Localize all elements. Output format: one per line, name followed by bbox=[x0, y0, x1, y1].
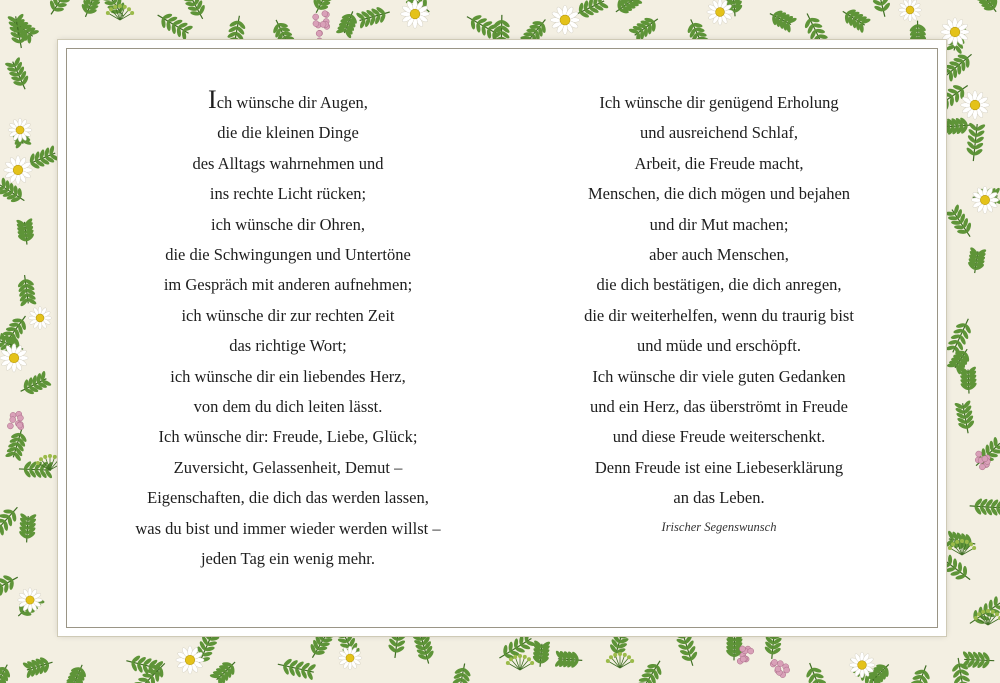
leaf-sprig bbox=[967, 246, 987, 273]
drop-cap-initial: I bbox=[208, 85, 217, 114]
poem-line: und ein Herz, das überströmt in Freude bbox=[590, 397, 848, 417]
leaf-sprig bbox=[636, 661, 663, 683]
leaf-sprig bbox=[336, 11, 359, 39]
poem-line: und ausreichend Schlaf, bbox=[639, 123, 799, 143]
poem-line: das richtige Wort; bbox=[229, 336, 347, 356]
poem-line: Arbeit, die Freude macht, bbox=[634, 153, 804, 173]
poem-card bbox=[58, 40, 946, 636]
poem-line: und müde und erschöpft. bbox=[636, 336, 802, 356]
poem-line: Zuversicht, Gelassenheit, Demut – bbox=[173, 457, 403, 477]
chamomile-flower bbox=[961, 91, 990, 120]
leaf-sprig bbox=[0, 665, 11, 683]
poem-line: im Gespräch mit anderen aufnehmen; bbox=[163, 275, 413, 295]
leaf-sprig bbox=[278, 658, 317, 681]
poem-line: ins rechte Licht rücken; bbox=[209, 184, 367, 204]
left-poem-column bbox=[118, 85, 458, 575]
poem-line: ich wünsche dir ein liebendes Herz, bbox=[170, 366, 406, 386]
leaf-sprig bbox=[970, 497, 1000, 516]
leaf-sprig bbox=[945, 319, 972, 357]
leaf-sprig bbox=[15, 217, 35, 244]
poem-line: an das Leben. bbox=[673, 488, 765, 508]
leaf-sprig bbox=[26, 145, 60, 170]
poem-first-line-rest: ch wünsche dir Augen, bbox=[216, 93, 368, 112]
chamomile-flower bbox=[898, 0, 921, 22]
leaf-sprig bbox=[80, 0, 103, 17]
leaf-sprig bbox=[805, 663, 831, 683]
thyme-blossom bbox=[7, 411, 23, 430]
leaf-sprig bbox=[17, 275, 37, 307]
chamomile-flower bbox=[4, 156, 33, 185]
leaf-sprig bbox=[158, 13, 194, 41]
poem-line: Menschen, die dich mögen und bejahen bbox=[587, 184, 851, 204]
leaf-sprig bbox=[951, 658, 973, 683]
chamomile-flower bbox=[550, 5, 580, 35]
leaf-sprig bbox=[616, 0, 643, 14]
leaf-sprig bbox=[22, 656, 53, 679]
leaf-sprig bbox=[628, 17, 657, 43]
umbel-flower bbox=[606, 652, 634, 668]
leaf-sprig bbox=[64, 665, 87, 683]
poem-line: aber auch Menschen, bbox=[649, 245, 789, 265]
thyme-blossom bbox=[313, 11, 330, 30]
leaf-sprig bbox=[868, 0, 891, 17]
leaf-sprig bbox=[941, 117, 971, 136]
poem-line: die die Schwingungen und Untertöne bbox=[165, 245, 411, 265]
leaf-sprig bbox=[974, 0, 998, 12]
leaf-sprig bbox=[5, 56, 30, 89]
leaf-sprig bbox=[0, 507, 17, 540]
right-poem-column bbox=[546, 88, 892, 540]
leaf-sprig bbox=[959, 365, 978, 393]
thyme-blossom bbox=[737, 646, 754, 664]
leaf-sprig bbox=[18, 512, 37, 542]
leaf-sprig bbox=[210, 662, 236, 683]
poem-line: und diese Freude weiterschenkt. bbox=[612, 427, 826, 447]
poem-line: Ich wünsche dir viele guten Gedanken bbox=[592, 366, 846, 386]
leaf-sprig bbox=[7, 13, 29, 48]
poem-line: die die kleinen Dinge bbox=[217, 123, 359, 143]
leaf-sprig bbox=[554, 650, 582, 669]
poem-line: und dir Mut machen; bbox=[649, 214, 789, 234]
leaf-sprig bbox=[49, 0, 76, 14]
poem-line: was du bist und immer wieder werden willst – bbox=[135, 518, 441, 538]
poem-line: Ich wünsche dir genügend Erholung bbox=[599, 93, 839, 112]
poem-line: Eigenschaften, die dich das werden lassen, bbox=[147, 488, 429, 508]
leaf-sprig bbox=[945, 204, 972, 237]
leaf-sprig bbox=[906, 665, 931, 683]
leaf-sprig bbox=[843, 8, 871, 33]
chamomile-flower bbox=[28, 306, 51, 329]
poem-line: jeden Tag ein wenig mehr. bbox=[200, 549, 376, 569]
leaf-sprig bbox=[954, 399, 976, 433]
poem-line: Denn Freude ist eine Liebeserklärung bbox=[594, 457, 844, 477]
poem-line: des Alltags wahrnehmen und bbox=[192, 153, 384, 173]
leaf-sprig bbox=[770, 9, 798, 32]
poem-line: ich wünsche dir Ohren, bbox=[211, 214, 365, 234]
leaf-sprig bbox=[965, 122, 986, 161]
poem-line: die dir weiterhelfen, wenn du traurig bist bbox=[584, 305, 854, 325]
poem-line bbox=[118, 85, 458, 118]
leaf-sprig bbox=[575, 0, 609, 19]
leaf-sprig bbox=[450, 664, 472, 683]
leaf-sprig bbox=[5, 429, 28, 462]
leaf-sprig bbox=[355, 6, 389, 29]
leaf-sprig bbox=[0, 574, 18, 601]
leaf-sprig bbox=[180, 0, 206, 19]
poem-line: ich wünsche dir zur rechten Zeit bbox=[181, 305, 395, 325]
leaf-sprig bbox=[21, 371, 52, 396]
poem-attribution: Irischer Segenswunsch bbox=[661, 519, 777, 534]
thyme-blossom bbox=[770, 659, 789, 677]
poem-line: die dich bestätigen, die dich anregen, bbox=[596, 275, 842, 295]
poem-line: Ich wünsche dir: Freude, Liebe, Glück; bbox=[158, 427, 418, 447]
poem-line: von dem du dich leiten lässt. bbox=[193, 397, 383, 417]
